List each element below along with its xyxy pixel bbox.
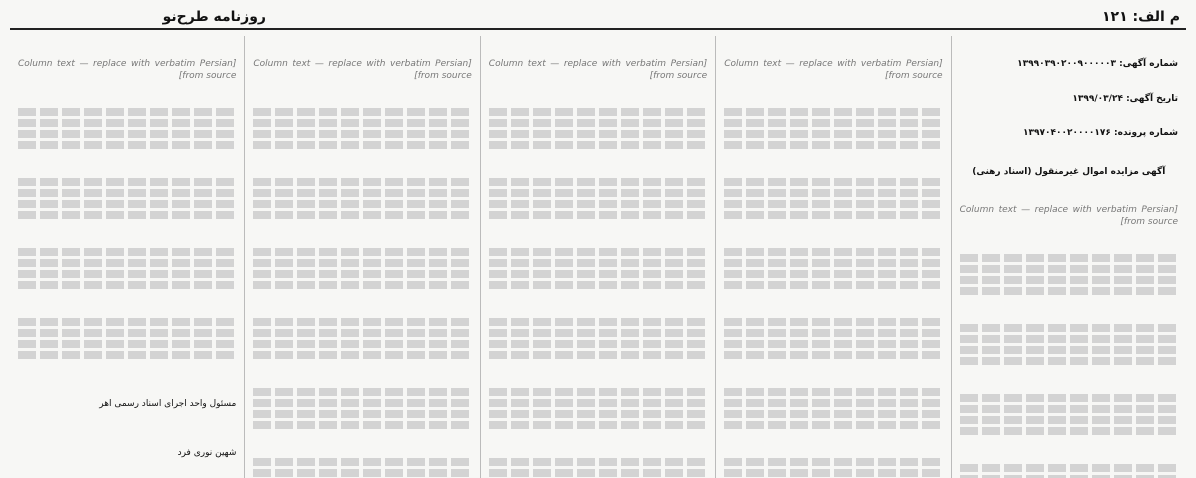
ad-heading: آگهی مزایده اموال غیرمنقول (اسناد رهنی) [972, 166, 1166, 177]
column-1 [951, 36, 1186, 478]
column-2-text: [Column text — replace with verbatim Persian from source] [721, 59, 943, 81]
case-number: شماره پرونده: ۱۳۹۷۰۴۰۰۲۰۰۰۰۱۷۶ [1023, 128, 1178, 138]
column-4 [244, 36, 479, 478]
page-header [10, 6, 1186, 30]
column-5 [10, 36, 244, 478]
header-right-title: م الف: ۱۲۱ [1102, 9, 1180, 25]
ad-date: تاریخ آگهی: ۱۳۹۹/۰۳/۲۴ [1072, 93, 1178, 104]
signature-name: شهین نوری فرد [177, 447, 237, 458]
column-4-text: [Column text — replace with verbatim Persian from source] [250, 59, 472, 81]
text-columns [10, 36, 1186, 478]
column-2 [715, 36, 950, 478]
signature-title: مسئول واحد اجرای اسناد رسمی اهر [99, 399, 237, 409]
column-1-text: [Column text — replace with verbatim Persian from source] [956, 205, 1178, 227]
column-5-text: [Column text — replace with verbatim Persian from source] [15, 59, 237, 81]
header-left-title: روزنامه طرح‌نو [162, 9, 266, 25]
column-3 [480, 36, 715, 478]
column-3-text: [Column text — replace with verbatim Persian from source] [485, 59, 708, 81]
ad-number: شماره آگهی: ۱۳۹۹۰۳۹۰۲۰۰۹۰۰۰۰۰۳ [1017, 59, 1178, 69]
